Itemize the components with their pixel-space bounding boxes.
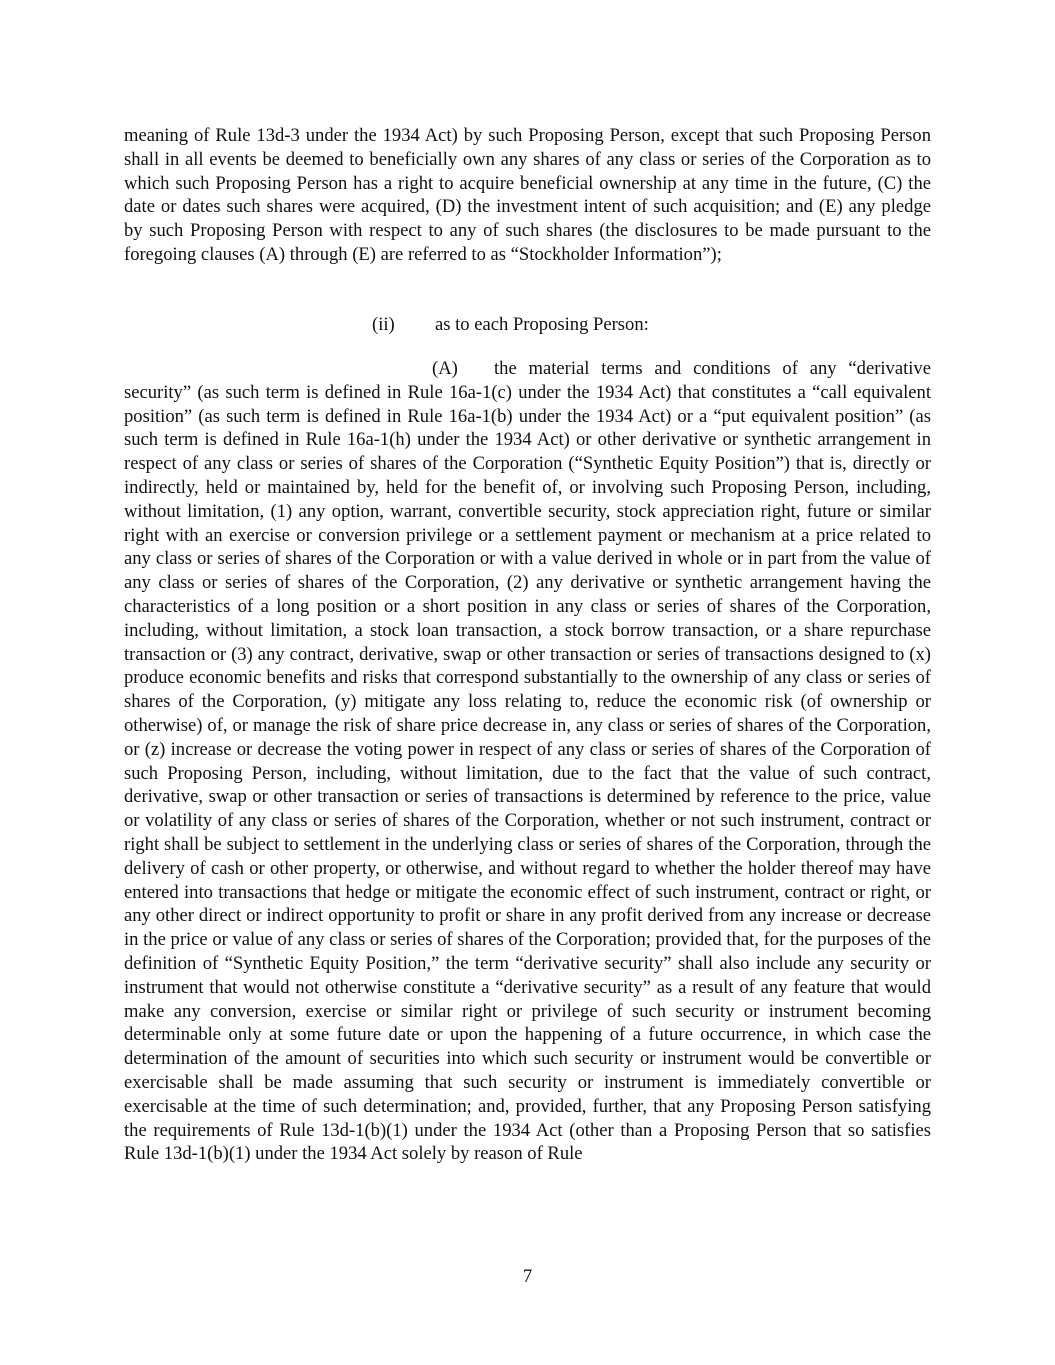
item-ii-text: as to each Proposing Person: [435, 314, 649, 335]
item-a [124, 357, 931, 1166]
item-a-text: the material terms and conditions of any “derivative security” (as such term is defined in Rule 16a-1(c) under the 1934 Act) that constitutes a “call equivalent position” (as such term is defined in Rule 16a-1(b) under the 1934 Act) or a “put equivalent position” (as such term is defined in Rule 16a-1(h) under the 1934 Act) or other derivative or synthetic arrangement in respect of any class or series of shares of the Corporation (“Synthetic Equity Position”) that is, directly or indirectly, held or maintained by, held for the benefit of, or involving such Proposing Person, including, without limitation, (1) any option, warrant, convertible security, stock appreciation right, future or similar right with an exercise or conversion privilege or a settlement payment or mechanism at a price related to any class or series of shares of the Corporation or with a value derived in whole or in part from the value of any class or series of shares of the Corporation, (2) any derivative or synthetic arrangement having the characteristics of a long position or a short position in any class or series of shares of the Corporation, including, without limitation, a stock loan transaction, a stock borrow transaction, or a share repurchase transaction or (3) any contract, derivative, swap or other transaction or series of transactions designed to (x) produce economic benefits and risks that correspond substantially to the ownership of any class or series of shares of the Corporation, (y) mitigate any loss relating to, reduce the economic risk (of ownership or otherwise) of, or manage the risk of share price decrease in, any class or series of shares of the Corporation, or (z) increase or decrease the voting power in respect of any class or series of shares of the Corporation of such Proposing Person, including, without limitation, due to the fact that the value of such contract, derivative, swap or other transaction or series of transactions is determined by reference to the price, value or volatility of any class or series of shares of the Corporation, whether or not such instrument, contract or right shall be subject to settlement in the underlying class or series of shares of the Corporation, through the delivery of cash or other property, or otherwise, and without regard to whether the holder thereof may have entered into transactions that hedge or mitigate the economic effect of such instrument, contract or right, or any other direct or indirect opportunity to profit or share in any profit derived from any increase or decrease in the price or value of any class or series of shares of the Corporation; provided that, for the purposes of the definition of “Synthetic Equity Position,” the term “derivative security” shall also include any security or instrument that would not otherwise constitute a “derivative security” as a result of any feature that would make any conversion, exercise or similar right or privilege of such security or instrument becoming determinable only at some future date or upon the happening of a future occurrence, in which case the determination of the amount of securities into which such security or instrument would be convertible or exercisable shall be made assuming that such security or instrument is immediately convertible or exercisable at the time of such determination; and, provided, further, that any Proposing Person satisfying the requirements of Rule 13d-1(b)(1) under the 1934 Act (other than a Proposing Person that so satisfies Rule 13d-1(b)(1) under the 1934 Act solely by reason of Rule [124, 358, 931, 1165]
paragraph-continuation: meaning of Rule 13d-3 under the 1934 Act) by such Proposing Person, except that such Proposing Person shall in all events be deemed to beneficially own any shares of any class or series of the Corporation as to which such Proposing Person has a right to acquire beneficial ownership at any time in the future, (C) the date or dates such shares were acquired, (D) the investment intent of such acquisition; and (E) any pledge by such Proposing Person with respect to any of such shares (the disclosures to be made pursuant to the foregoing clauses (A) through (E) are referred to as “Stockholder Information”); [124, 125, 931, 265]
item-ii-label: (ii) [372, 314, 395, 335]
item-ii [372, 313, 772, 337]
item-a-label: (A) [432, 358, 458, 379]
page-number: 7 [522, 1266, 533, 1287]
